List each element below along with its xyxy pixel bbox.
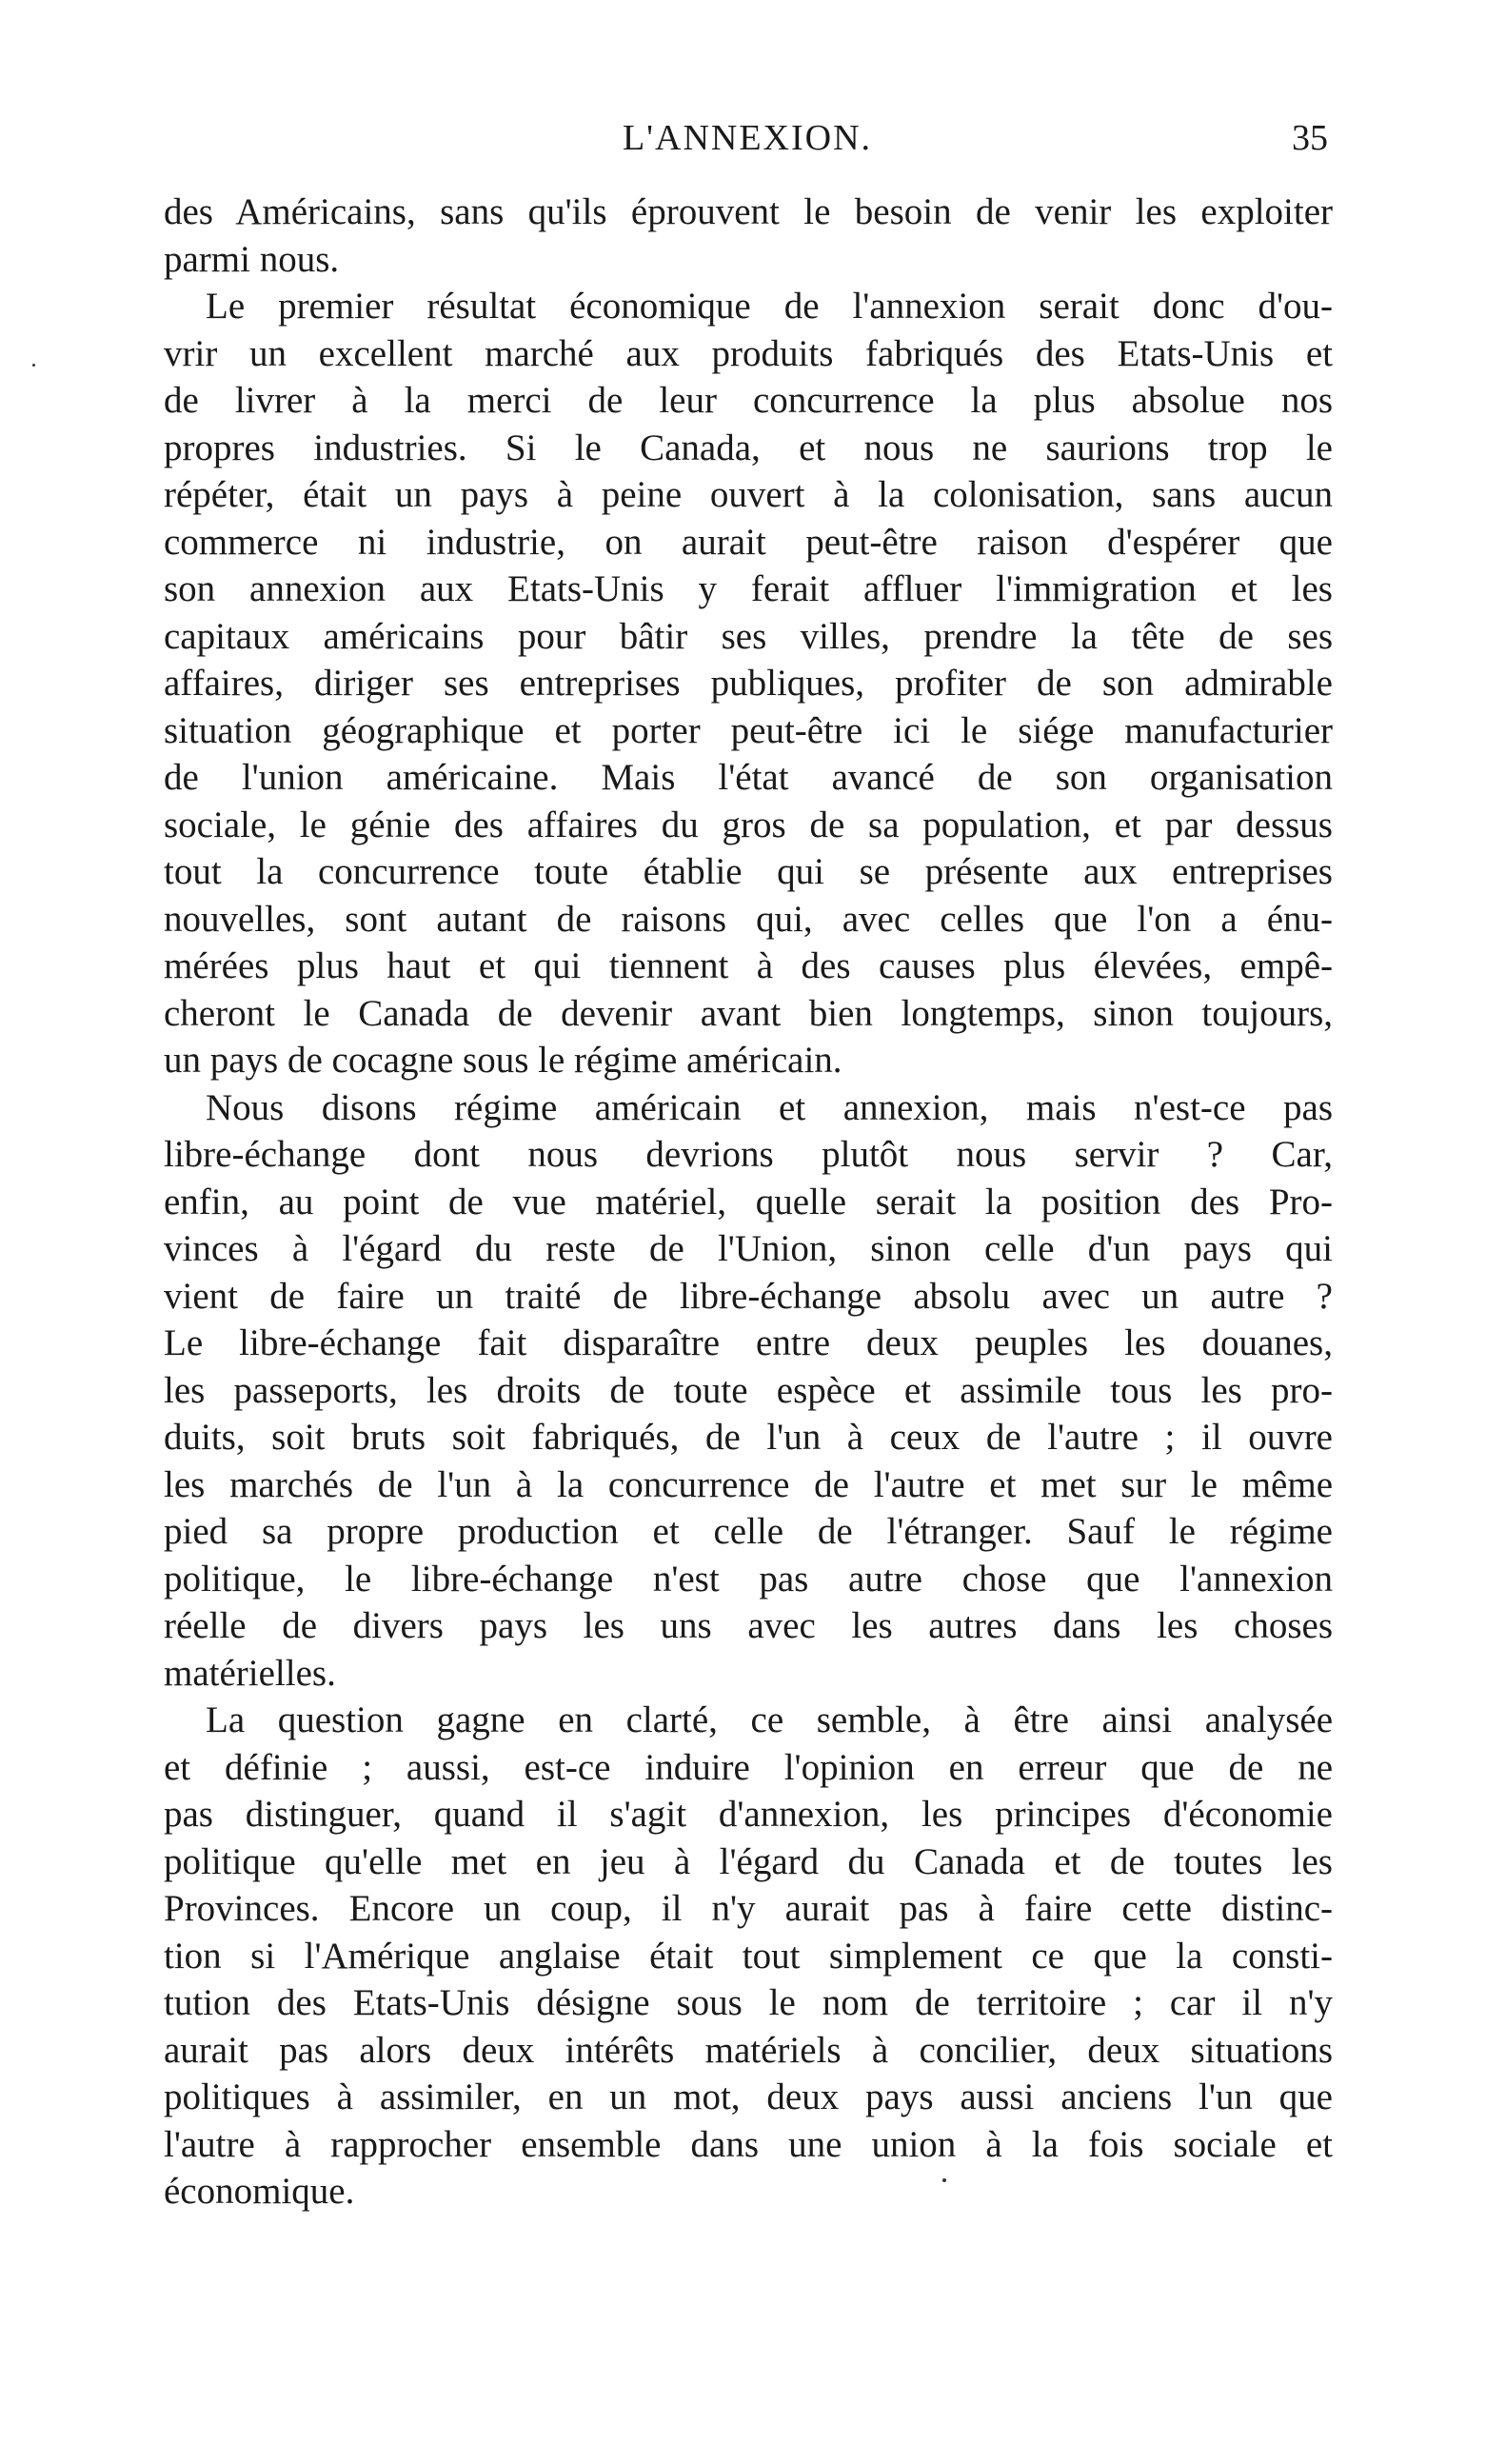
text-line: capitaux américains pour bâtir ses villes, prendre la tête de ses	[164, 615, 1333, 657]
text-line: de livrer à la merci de leur concurrence la plus absolue nos	[164, 380, 1333, 421]
text-line: pas distinguer, quand il s'agit d'annexion, les principes d'économie	[164, 1794, 1333, 1835]
text-line: libre-échange dont nous devrions plutôt nous servir ? Car,	[164, 1134, 1333, 1175]
text-line: matérielles.	[164, 1652, 336, 1694]
text-line: vinces à l'égard du reste de l'Union, sinon celle d'un pays qui	[164, 1228, 1333, 1269]
page-number: 35	[1292, 118, 1328, 158]
text-line: vrir un excellent marché aux produits fabriqués des Etats-Unis et	[164, 332, 1333, 374]
text-line: réelle de divers pays les uns avec les autres dans les choses	[164, 1605, 1333, 1646]
text-line: sociale, le génie des affaires du gros de sa population, et par dessus	[164, 804, 1333, 845]
text-line: et définie ; aussi, est-ce induire l'opinion en erreur que de ne	[164, 1746, 1333, 1788]
text-line: politiques à assimiler, en un mot, deux pays aussi anciens l'un que	[164, 2077, 1333, 2117]
running-head	[167, 114, 1328, 171]
paragraph-start-line: La question gagne en clarté, ce semble, à être ainsi analysée	[206, 1699, 1333, 1740]
text-line: duits, soit bruts soit fabriqués, de l'un à ceux de l'autre ; il ouvre	[164, 1417, 1333, 1458]
text-line: politique, le libre-échange n'est pas autre chose que l'annexion	[164, 1558, 1333, 1600]
text-line: son annexion aux Etats-Unis y ferait affluer l'immigration et les	[164, 568, 1333, 609]
print-speck	[942, 2178, 946, 2182]
text-line: propres industries. Si le Canada, et nous ne saurions trop le	[164, 427, 1333, 468]
text-line: parmi nous.	[164, 238, 340, 280]
text-line: les marchés de l'un à la concurrence de l'autre et met sur le même	[164, 1463, 1333, 1505]
text-line: un pays de cocagne sous le régime américain.	[164, 1040, 842, 1081]
text-line: économique.	[164, 2171, 355, 2212]
paragraph-start-line: Le premier résultat économique de l'annexion serait donc d'ou-	[206, 286, 1333, 327]
text-line: cheront le Canada de devenir avant bien longtemps, sinon toujours,	[164, 992, 1333, 1034]
text-line: situation géographique et porter peut-être ici le siége manufacturier	[164, 709, 1333, 751]
text-line: pied sa propre production et celle de l'étranger. Sauf le régime	[164, 1511, 1333, 1552]
text-line: politique qu'elle met en jeu à l'égard du Canada et de toutes les	[164, 1840, 1333, 1882]
text-line: Provinces. Encore un coup, il n'y aurait pas à faire cette distinc-	[164, 1888, 1333, 1929]
text-line: tution des Etats-Unis désigne sous le nom de territoire ; car il n'y	[164, 1982, 1333, 2023]
text-line: aurait pas alors deux intérêts matériels à concilier, deux situations	[164, 2029, 1333, 2071]
paragraph-start-line: Nous disons régime américain et annexion, mais n'est-ce pas	[206, 1086, 1333, 1128]
text-line: tion si l'Amérique anglaise était tout simplement ce que la consti-	[164, 1935, 1333, 1977]
text-line: répéter, était un pays à peine ouvert à la colonisation, sans aucun	[164, 474, 1333, 515]
text-line: les passeports, les droits de toute espèce et assimile tous les pro-	[164, 1369, 1333, 1411]
text-line: des Américains, sans qu'ils éprouvent le besoin de venir les exploiter	[164, 191, 1333, 232]
text-line: Le libre-échange fait disparaître entre deux peuples les douanes,	[164, 1322, 1333, 1363]
text-line: affaires, diriger ses entreprises publiques, profiter de son admirable	[164, 663, 1333, 704]
text-line: l'autre à rapprocher ensemble dans une union à la fois sociale et	[164, 2123, 1333, 2165]
text-line: nouvelles, sont autant de raisons qui, avec celles que l'on a énu-	[164, 898, 1333, 940]
text-line: de l'union américaine. Mais l'état avancé de son organisation	[164, 757, 1333, 798]
running-title: L'ANNEXION.	[622, 118, 873, 158]
body-text	[164, 189, 1333, 2216]
text-line: commerce ni industrie, on aurait peut-être raison d'espérer que	[164, 521, 1333, 563]
text-line: tout la concurrence toute établie qui se présente aux entreprises	[164, 851, 1333, 892]
text-line: vient de faire un traité de libre-échange absolu avec un autre ?	[164, 1275, 1333, 1317]
text-line: mérées plus haut et qui tiennent à des causes plus élevées, empê-	[164, 945, 1333, 986]
print-speck	[32, 364, 35, 367]
text-line: enfin, au point de vue matériel, quelle serait la position des Pro-	[164, 1181, 1333, 1222]
